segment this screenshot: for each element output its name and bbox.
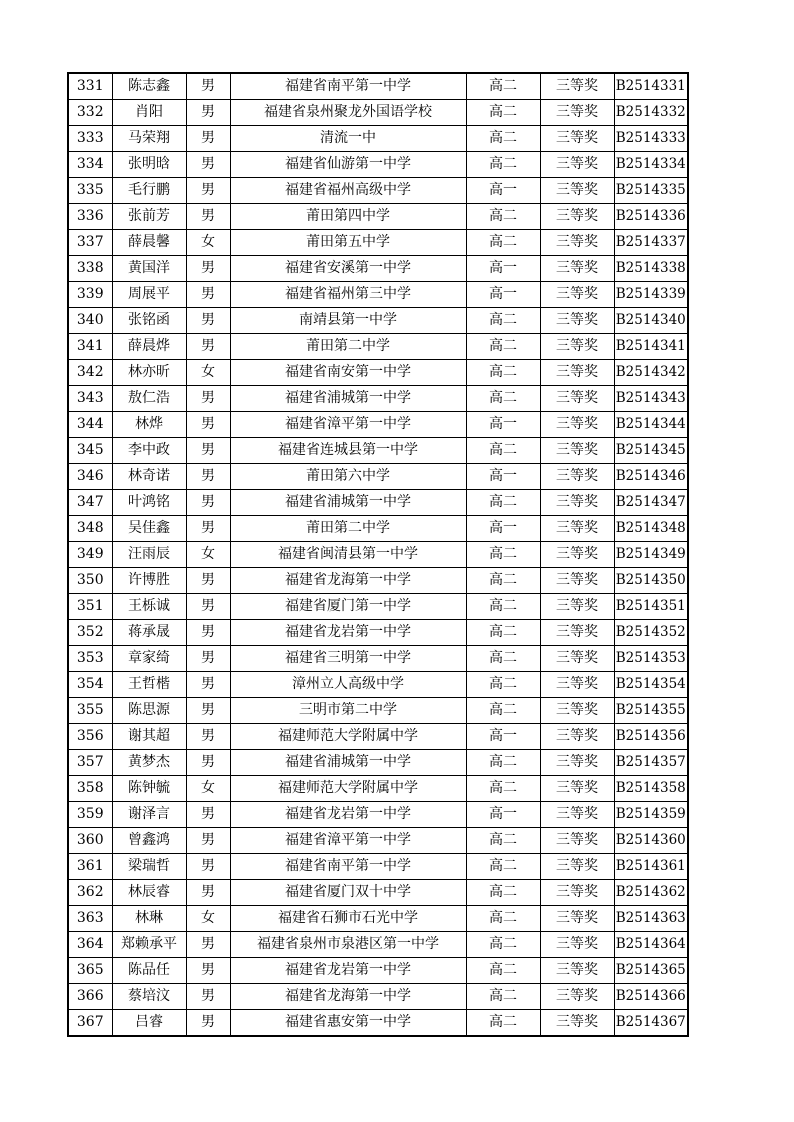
school-name-cell: 福建省惠安第一中学 — [230, 1010, 466, 1037]
table-row — [68, 698, 688, 724]
award-level-cell: 三等奖 — [540, 490, 614, 516]
row-number-cell: 338 — [68, 256, 112, 282]
certificate-number-cell: B2514354 — [614, 672, 688, 698]
award-level-cell: 三等奖 — [540, 386, 614, 412]
row-number-cell: 345 — [68, 438, 112, 464]
gender-cell: 男 — [186, 282, 230, 308]
grade-cell: 高二 — [466, 204, 540, 230]
student-name-cell: 叶鸿铭 — [112, 490, 186, 516]
gender-cell: 女 — [186, 906, 230, 932]
award-level-cell: 三等奖 — [540, 282, 614, 308]
certificate-number-cell: B2514367 — [614, 1010, 688, 1037]
gender-cell: 男 — [186, 594, 230, 620]
certificate-number-cell: B2514339 — [614, 282, 688, 308]
certificate-number-cell: B2514363 — [614, 906, 688, 932]
row-number-cell: 352 — [68, 620, 112, 646]
award-level-cell: 三等奖 — [540, 984, 614, 1010]
award-level-cell: 三等奖 — [540, 698, 614, 724]
certificate-number-cell: B2514345 — [614, 438, 688, 464]
grade-cell: 高二 — [466, 230, 540, 256]
student-name-cell: 王哲楷 — [112, 672, 186, 698]
gender-cell: 男 — [186, 724, 230, 750]
table-row — [68, 646, 688, 672]
table-row — [68, 568, 688, 594]
gender-cell: 男 — [186, 412, 230, 438]
gender-cell: 男 — [186, 308, 230, 334]
table-row — [68, 932, 688, 958]
grade-cell: 高二 — [466, 698, 540, 724]
table-row — [68, 542, 688, 568]
school-name-cell: 福建省南平第一中学 — [230, 73, 466, 100]
certificate-number-cell: B2514357 — [614, 750, 688, 776]
certificate-number-cell: B2514359 — [614, 802, 688, 828]
student-name-cell: 薛晨烨 — [112, 334, 186, 360]
award-level-cell: 三等奖 — [540, 438, 614, 464]
student-name-cell: 谢其超 — [112, 724, 186, 750]
grade-cell: 高一 — [466, 802, 540, 828]
gender-cell: 男 — [186, 438, 230, 464]
gender-cell: 男 — [186, 854, 230, 880]
row-number-cell: 342 — [68, 360, 112, 386]
school-name-cell: 福建省石狮市石光中学 — [230, 906, 466, 932]
table-row — [68, 152, 688, 178]
grade-cell: 高二 — [466, 308, 540, 334]
certificate-number-cell: B2514356 — [614, 724, 688, 750]
school-name-cell: 漳州立人高级中学 — [230, 672, 466, 698]
award-level-cell: 三等奖 — [540, 828, 614, 854]
school-name-cell: 福建省连城县第一中学 — [230, 438, 466, 464]
student-name-cell: 林琳 — [112, 906, 186, 932]
award-level-cell: 三等奖 — [540, 594, 614, 620]
gender-cell: 男 — [186, 126, 230, 152]
school-name-cell: 三明市第二中学 — [230, 698, 466, 724]
table-row — [68, 958, 688, 984]
award-level-cell: 三等奖 — [540, 672, 614, 698]
student-name-cell: 陈品任 — [112, 958, 186, 984]
student-name-cell: 周展平 — [112, 282, 186, 308]
gender-cell: 男 — [186, 1010, 230, 1037]
school-name-cell: 福建省龙海第一中学 — [230, 984, 466, 1010]
certificate-number-cell: B2514353 — [614, 646, 688, 672]
student-name-cell: 陈思源 — [112, 698, 186, 724]
row-number-cell: 343 — [68, 386, 112, 412]
school-name-cell: 福建省闽清县第一中学 — [230, 542, 466, 568]
table-row — [68, 412, 688, 438]
table-row — [68, 984, 688, 1010]
table-row — [68, 620, 688, 646]
student-name-cell: 吴佳鑫 — [112, 516, 186, 542]
award-level-cell: 三等奖 — [540, 776, 614, 802]
gender-cell: 男 — [186, 880, 230, 906]
award-level-cell: 三等奖 — [540, 750, 614, 776]
grade-cell: 高二 — [466, 542, 540, 568]
gender-cell: 男 — [186, 152, 230, 178]
certificate-number-cell: B2514352 — [614, 620, 688, 646]
table-row — [68, 73, 688, 100]
student-name-cell: 梁瑞哲 — [112, 854, 186, 880]
student-name-cell: 林烨 — [112, 412, 186, 438]
student-name-cell: 郑赖承平 — [112, 932, 186, 958]
row-number-cell: 353 — [68, 646, 112, 672]
school-name-cell: 福建省龙岩第一中学 — [230, 620, 466, 646]
student-name-cell: 李中政 — [112, 438, 186, 464]
student-name-cell: 张明晗 — [112, 152, 186, 178]
grade-cell: 高二 — [466, 386, 540, 412]
table-row — [68, 438, 688, 464]
award-level-cell: 三等奖 — [540, 126, 614, 152]
student-name-cell: 蔡培汶 — [112, 984, 186, 1010]
student-name-cell: 谢泽言 — [112, 802, 186, 828]
school-name-cell: 福建省南平第一中学 — [230, 854, 466, 880]
gender-cell: 女 — [186, 230, 230, 256]
grade-cell: 高二 — [466, 984, 540, 1010]
school-name-cell: 福建省浦城第一中学 — [230, 750, 466, 776]
award-level-cell: 三等奖 — [540, 230, 614, 256]
certificate-number-cell: B2514331 — [614, 73, 688, 100]
certificate-number-cell: B2514348 — [614, 516, 688, 542]
award-level-cell: 三等奖 — [540, 334, 614, 360]
gender-cell: 女 — [186, 360, 230, 386]
student-name-cell: 敖仁浩 — [112, 386, 186, 412]
school-name-cell: 福建省泉州市泉港区第一中学 — [230, 932, 466, 958]
award-level-cell: 三等奖 — [540, 73, 614, 100]
student-name-cell: 薛晨馨 — [112, 230, 186, 256]
grade-cell: 高二 — [466, 73, 540, 100]
gender-cell: 男 — [186, 672, 230, 698]
school-name-cell: 福建省厦门双十中学 — [230, 880, 466, 906]
gender-cell: 男 — [186, 802, 230, 828]
row-number-cell: 334 — [68, 152, 112, 178]
row-number-cell: 333 — [68, 126, 112, 152]
school-name-cell: 莆田第二中学 — [230, 334, 466, 360]
grade-cell: 高二 — [466, 360, 540, 386]
gender-cell: 男 — [186, 100, 230, 126]
row-number-cell: 336 — [68, 204, 112, 230]
student-name-cell: 林辰睿 — [112, 880, 186, 906]
row-number-cell: 361 — [68, 854, 112, 880]
grade-cell: 高二 — [466, 594, 540, 620]
certificate-number-cell: B2514340 — [614, 308, 688, 334]
certificate-number-cell: B2514344 — [614, 412, 688, 438]
gender-cell: 男 — [186, 204, 230, 230]
certificate-number-cell: B2514355 — [614, 698, 688, 724]
certificate-number-cell: B2514337 — [614, 230, 688, 256]
row-number-cell: 360 — [68, 828, 112, 854]
grade-cell: 高二 — [466, 126, 540, 152]
grade-cell: 高二 — [466, 100, 540, 126]
school-name-cell: 福建省龙岩第一中学 — [230, 958, 466, 984]
grade-cell: 高二 — [466, 750, 540, 776]
student-name-cell: 章家绮 — [112, 646, 186, 672]
grade-cell: 高一 — [466, 724, 540, 750]
row-number-cell: 340 — [68, 308, 112, 334]
grade-cell: 高二 — [466, 1010, 540, 1037]
certificate-number-cell: B2514341 — [614, 334, 688, 360]
grade-cell: 高二 — [466, 646, 540, 672]
table-row — [68, 230, 688, 256]
student-name-cell: 曾鑫鸿 — [112, 828, 186, 854]
award-level-cell: 三等奖 — [540, 152, 614, 178]
grade-cell: 高一 — [466, 516, 540, 542]
certificate-number-cell: B2514351 — [614, 594, 688, 620]
award-level-cell: 三等奖 — [540, 516, 614, 542]
row-number-cell: 347 — [68, 490, 112, 516]
certificate-number-cell: B2514358 — [614, 776, 688, 802]
gender-cell: 男 — [186, 750, 230, 776]
gender-cell: 女 — [186, 776, 230, 802]
award-level-cell: 三等奖 — [540, 906, 614, 932]
certificate-number-cell: B2514361 — [614, 854, 688, 880]
award-level-cell: 三等奖 — [540, 1010, 614, 1037]
school-name-cell: 莆田第四中学 — [230, 204, 466, 230]
gender-cell: 男 — [186, 620, 230, 646]
row-number-cell: 356 — [68, 724, 112, 750]
gender-cell: 男 — [186, 958, 230, 984]
student-name-cell: 汪雨辰 — [112, 542, 186, 568]
table-row — [68, 906, 688, 932]
row-number-cell: 344 — [68, 412, 112, 438]
award-level-cell: 三等奖 — [540, 880, 614, 906]
school-name-cell: 福建省三明第一中学 — [230, 646, 466, 672]
certificate-number-cell: B2514366 — [614, 984, 688, 1010]
certificate-number-cell: B2514365 — [614, 958, 688, 984]
grade-cell: 高二 — [466, 958, 540, 984]
row-number-cell: 332 — [68, 100, 112, 126]
award-table — [67, 72, 689, 1037]
award-level-cell: 三等奖 — [540, 100, 614, 126]
student-name-cell: 毛行鹏 — [112, 178, 186, 204]
student-name-cell: 蒋承晟 — [112, 620, 186, 646]
award-level-cell: 三等奖 — [540, 568, 614, 594]
gender-cell: 男 — [186, 464, 230, 490]
certificate-number-cell: B2514360 — [614, 828, 688, 854]
gender-cell: 男 — [186, 984, 230, 1010]
award-level-cell: 三等奖 — [540, 620, 614, 646]
row-number-cell: 355 — [68, 698, 112, 724]
gender-cell: 男 — [186, 646, 230, 672]
student-name-cell: 张前芳 — [112, 204, 186, 230]
school-name-cell: 福建省厦门第一中学 — [230, 594, 466, 620]
award-level-cell: 三等奖 — [540, 802, 614, 828]
student-name-cell: 黄梦杰 — [112, 750, 186, 776]
student-name-cell: 张铭函 — [112, 308, 186, 334]
award-level-cell: 三等奖 — [540, 204, 614, 230]
table-row — [68, 334, 688, 360]
certificate-number-cell: B2514335 — [614, 178, 688, 204]
table-row — [68, 828, 688, 854]
row-number-cell: 359 — [68, 802, 112, 828]
row-number-cell: 349 — [68, 542, 112, 568]
row-number-cell: 365 — [68, 958, 112, 984]
row-number-cell: 367 — [68, 1010, 112, 1037]
school-name-cell: 福建师范大学附属中学 — [230, 776, 466, 802]
gender-cell: 男 — [186, 386, 230, 412]
student-name-cell: 吕睿 — [112, 1010, 186, 1037]
award-level-cell: 三等奖 — [540, 178, 614, 204]
grade-cell: 高二 — [466, 568, 540, 594]
student-name-cell: 林奇诺 — [112, 464, 186, 490]
row-number-cell: 366 — [68, 984, 112, 1010]
table-row — [68, 386, 688, 412]
table-row — [68, 490, 688, 516]
award-level-cell: 三等奖 — [540, 932, 614, 958]
grade-cell: 高二 — [466, 334, 540, 360]
school-name-cell: 福建省福州高级中学 — [230, 178, 466, 204]
gender-cell: 女 — [186, 542, 230, 568]
student-name-cell: 黄国洋 — [112, 256, 186, 282]
grade-cell: 高二 — [466, 672, 540, 698]
row-number-cell: 346 — [68, 464, 112, 490]
certificate-number-cell: B2514364 — [614, 932, 688, 958]
school-name-cell: 福建省龙海第一中学 — [230, 568, 466, 594]
grade-cell: 高一 — [466, 256, 540, 282]
school-name-cell: 莆田第六中学 — [230, 464, 466, 490]
award-level-cell: 三等奖 — [540, 724, 614, 750]
school-name-cell: 福建师范大学附属中学 — [230, 724, 466, 750]
school-name-cell: 福建省安溪第一中学 — [230, 256, 466, 282]
grade-cell: 高二 — [466, 620, 540, 646]
school-name-cell: 福建省仙游第一中学 — [230, 152, 466, 178]
gender-cell: 男 — [186, 698, 230, 724]
row-number-cell: 341 — [68, 334, 112, 360]
row-number-cell: 357 — [68, 750, 112, 776]
table-row — [68, 204, 688, 230]
table-row — [68, 100, 688, 126]
row-number-cell: 335 — [68, 178, 112, 204]
table-row — [68, 802, 688, 828]
certificate-number-cell: B2514332 — [614, 100, 688, 126]
gender-cell: 男 — [186, 73, 230, 100]
school-name-cell: 清流一中 — [230, 126, 466, 152]
grade-cell: 高一 — [466, 464, 540, 490]
gender-cell: 男 — [186, 490, 230, 516]
school-name-cell: 福建省漳平第一中学 — [230, 412, 466, 438]
grade-cell: 高二 — [466, 490, 540, 516]
row-number-cell: 339 — [68, 282, 112, 308]
grade-cell: 高二 — [466, 906, 540, 932]
school-name-cell: 福建省浦城第一中学 — [230, 490, 466, 516]
certificate-number-cell: B2514362 — [614, 880, 688, 906]
table-row — [68, 282, 688, 308]
row-number-cell: 350 — [68, 568, 112, 594]
school-name-cell: 福建省南安第一中学 — [230, 360, 466, 386]
table-row — [68, 1010, 688, 1037]
certificate-number-cell: B2514349 — [614, 542, 688, 568]
table-row — [68, 724, 688, 750]
certificate-number-cell: B2514343 — [614, 386, 688, 412]
gender-cell: 男 — [186, 178, 230, 204]
student-name-cell: 王栎诚 — [112, 594, 186, 620]
grade-cell: 高二 — [466, 152, 540, 178]
award-level-cell: 三等奖 — [540, 958, 614, 984]
student-name-cell: 陈钟毓 — [112, 776, 186, 802]
student-name-cell: 陈志鑫 — [112, 73, 186, 100]
student-name-cell: 肖阳 — [112, 100, 186, 126]
school-name-cell: 南靖县第一中学 — [230, 308, 466, 334]
award-level-cell: 三等奖 — [540, 256, 614, 282]
award-level-cell: 三等奖 — [540, 360, 614, 386]
student-name-cell: 许博胜 — [112, 568, 186, 594]
gender-cell: 男 — [186, 256, 230, 282]
table-row — [68, 776, 688, 802]
award-level-cell: 三等奖 — [540, 412, 614, 438]
student-name-cell: 马荣翔 — [112, 126, 186, 152]
award-level-cell: 三等奖 — [540, 464, 614, 490]
award-table-body — [68, 73, 688, 1036]
grade-cell: 高二 — [466, 776, 540, 802]
table-row — [68, 308, 688, 334]
grade-cell: 高二 — [466, 932, 540, 958]
row-number-cell: 362 — [68, 880, 112, 906]
grade-cell: 高一 — [466, 178, 540, 204]
grade-cell: 高二 — [466, 854, 540, 880]
award-level-cell: 三等奖 — [540, 854, 614, 880]
grade-cell: 高二 — [466, 438, 540, 464]
gender-cell: 男 — [186, 516, 230, 542]
certificate-number-cell: B2514336 — [614, 204, 688, 230]
school-name-cell: 福建省泉州聚龙外国语学校 — [230, 100, 466, 126]
row-number-cell: 348 — [68, 516, 112, 542]
school-name-cell: 福建省漳平第一中学 — [230, 828, 466, 854]
table-row — [68, 516, 688, 542]
table-row — [68, 672, 688, 698]
table-row — [68, 464, 688, 490]
school-name-cell: 莆田第二中学 — [230, 516, 466, 542]
grade-cell: 高二 — [466, 828, 540, 854]
row-number-cell: 337 — [68, 230, 112, 256]
school-name-cell: 福建省福州第三中学 — [230, 282, 466, 308]
certificate-number-cell: B2514347 — [614, 490, 688, 516]
row-number-cell: 358 — [68, 776, 112, 802]
school-name-cell: 莆田第五中学 — [230, 230, 466, 256]
row-number-cell: 354 — [68, 672, 112, 698]
row-number-cell: 364 — [68, 932, 112, 958]
certificate-number-cell: B2514333 — [614, 126, 688, 152]
table-row — [68, 854, 688, 880]
gender-cell: 男 — [186, 932, 230, 958]
gender-cell: 男 — [186, 828, 230, 854]
table-row — [68, 750, 688, 776]
grade-cell: 高一 — [466, 282, 540, 308]
table-row — [68, 256, 688, 282]
table-row — [68, 178, 688, 204]
gender-cell: 男 — [186, 568, 230, 594]
school-name-cell: 福建省龙岩第一中学 — [230, 802, 466, 828]
certificate-number-cell: B2514334 — [614, 152, 688, 178]
student-name-cell: 林亦昕 — [112, 360, 186, 386]
row-number-cell: 363 — [68, 906, 112, 932]
row-number-cell: 331 — [68, 73, 112, 100]
grade-cell: 高二 — [466, 880, 540, 906]
table-row — [68, 880, 688, 906]
award-level-cell: 三等奖 — [540, 542, 614, 568]
certificate-number-cell: B2514346 — [614, 464, 688, 490]
row-number-cell: 351 — [68, 594, 112, 620]
award-level-cell: 三等奖 — [540, 308, 614, 334]
certificate-number-cell: B2514350 — [614, 568, 688, 594]
certificate-number-cell: B2514342 — [614, 360, 688, 386]
table-row — [68, 594, 688, 620]
school-name-cell: 福建省浦城第一中学 — [230, 386, 466, 412]
table-row — [68, 360, 688, 386]
certificate-number-cell: B2514338 — [614, 256, 688, 282]
award-level-cell: 三等奖 — [540, 646, 614, 672]
grade-cell: 高一 — [466, 412, 540, 438]
table-row — [68, 126, 688, 152]
gender-cell: 男 — [186, 334, 230, 360]
